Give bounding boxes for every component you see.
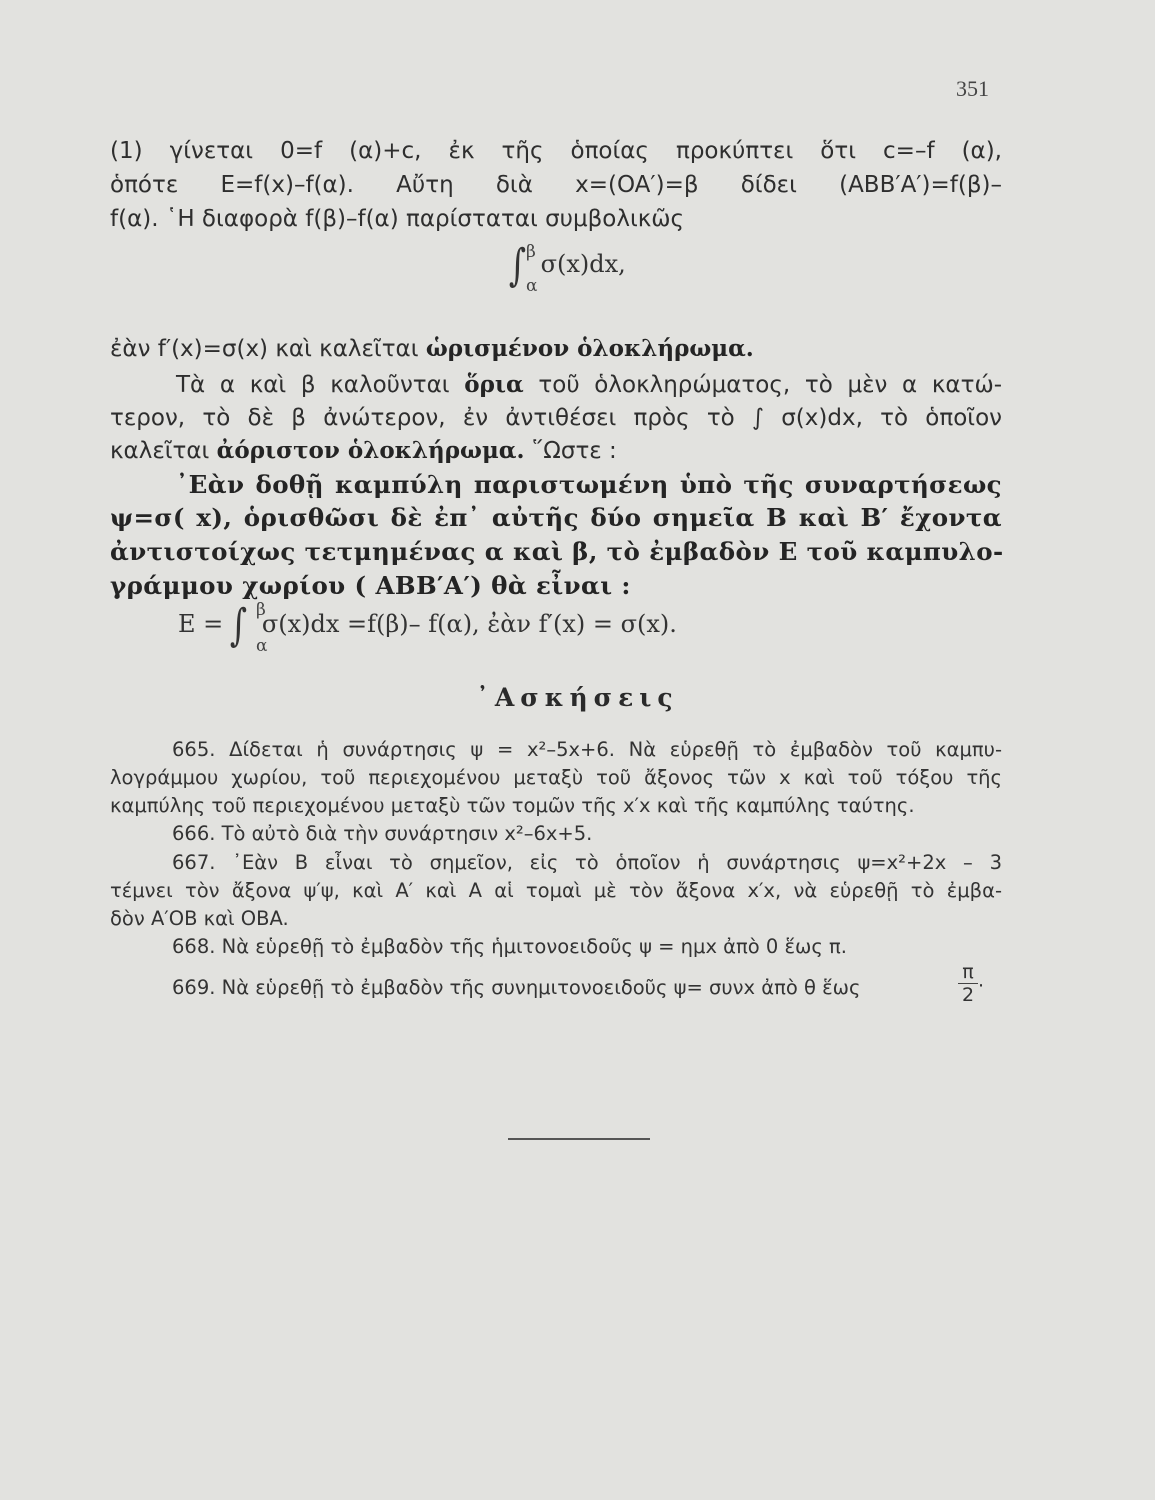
paragraph2-text: τοῦ ὁλοκληρώματος, τὸ μὲν α κατώ- — [523, 372, 1002, 398]
fraction-denominator: 2 — [961, 984, 975, 1006]
term-limits: ὅρια — [464, 371, 524, 398]
theorem-line3: ἀντιστοίχως τετμημένας α καὶ β, τὸ ἐμβαδὸν E τοῦ καμπυλο- — [110, 537, 1004, 566]
exercise-669-fraction — [958, 962, 978, 1005]
page-number: 351 — [956, 76, 989, 101]
paragraph2-line2: τερον, τὸ δὲ β ἀνώτερον, ἐν ἀντιθέσει πρὸς τὸ ∫ σ(x)dx, τὸ ὁποῖον — [110, 405, 1002, 431]
theorem-line4: γράμμου χωρίου ( ABB′A′) θὰ εἶναι : — [110, 571, 631, 600]
exercise-667-line1: 667. ᾿Εὰν B εἶναι τὸ σημεῖον, εἰς τὸ ὁποῖον ἡ συνάρτησις ψ=x²+2x – 3 — [172, 851, 1002, 874]
exercise-665-line3: καμπύλης τοῦ περιεχομένου μεταξὺ τῶν τομῶν τῆς x′x καὶ τῆς καμπύλης ταύτης. — [110, 794, 915, 817]
area-symbol: E = — [178, 610, 224, 638]
theorem-line1: ᾿Εὰν δοθῇ καμπύλη παριστωμένη ὑπὸ τῆς συναρτήσεως — [176, 470, 1002, 499]
paragraph2-text: ῞Ωστε : — [524, 438, 617, 464]
integral-sign: ∫ — [230, 600, 248, 651]
integral-body: σ(x)dx, — [540, 250, 626, 278]
area-formula-body: σ(x)dx =f(β)– f(α), ἐὰν f′(x) = σ(x). — [261, 610, 677, 638]
definition-prefix: ἐὰν f′(x)=σ(x) καὶ καλεῖται — [110, 336, 426, 362]
area-formula — [178, 600, 677, 656]
fraction-numerator: π — [962, 961, 974, 983]
paragraph1-line3: f(α). ῾Η διαφορὰ f(β)–f(α) παρίσταται συμβολικῶς — [110, 206, 685, 232]
exercises-heading: ᾿Ασκήσεις — [476, 683, 679, 712]
exercise-665-line1: 665. Δίδεται ἡ συνάρτησις ψ = x²–5x+6. Νὰ εὑρεθῇ τὸ ἐμβαδὸν τοῦ καμπυ- — [172, 738, 1002, 761]
integral-sign: ∫ — [508, 240, 527, 291]
paragraph2-line3 — [110, 436, 1002, 466]
integral-lower-limit: α — [256, 636, 268, 656]
exercise-667-line2: τέμνει τὸν ἄξονα ψ′ψ, καὶ A′ καὶ A αἱ τομαὶ μὲ τὸν ἄξονα x′x, νὰ εὑρεθῇ τὸ ἐμβα- — [110, 879, 1002, 902]
integral-upper-limit: β — [256, 600, 266, 620]
integral-upper-limit: β — [526, 242, 536, 262]
exercise-669 — [172, 975, 1046, 1001]
paragraph2-text: καλεῖται — [110, 438, 217, 464]
exercise-665-line2: λογράμμου χωρίου, τοῦ περιεχομένου μεταξὺ τοῦ ἄξονος τῶν x καὶ τοῦ τόξου τῆς — [110, 766, 1002, 789]
paragraph2-text: Τὰ α καὶ β καλοῦνται — [176, 372, 465, 398]
paragraph1-line1: (1) γίνεται 0=f (α)+c, ἐκ τῆς ὁποίας προκύπτει ὅτι c=–f (α), — [110, 138, 1002, 164]
exercise-667-line3: δὸν A′OB καὶ OBA. — [110, 907, 289, 930]
theorem-line2: ψ=σ( x), ὁρισθῶσι δὲ ἐπ᾿ αὐτῆς δύο σημεῖα B καὶ B′ ἔχοντα — [110, 503, 1002, 532]
end-rule — [508, 1138, 650, 1140]
exercise-668: 668. Νὰ εὑρεθῇ τὸ ἐμβαδὸν τῆς ἡμιτονοειδοῦς ψ = ημx ἀπὸ 0 ἕως π. — [172, 935, 847, 958]
exercise-666: 666. Τὸ αὐτὸ διὰ τὴν συνάρτησιν x²–6x+5. — [172, 822, 593, 845]
paragraph2-line1 — [176, 370, 1002, 400]
term-definite-integral: ὡρισμένον ὁλοκλήρωμα. — [425, 335, 754, 362]
exercise-669-end-mark: · — [978, 975, 985, 997]
paragraph1-line2: ὁπότε E=f(x)–f(α). Αὔτη διὰ x=(OA′)=β δίδει (ABB′A′)=f(β)– — [110, 172, 1002, 198]
integral-lower-limit: α — [526, 276, 538, 296]
definite-integral-definition — [110, 334, 1002, 364]
definite-integral — [506, 240, 626, 296]
exercise-669-text: 669. Νὰ εὑρεθῇ τὸ ἐμβαδὸν τῆς συνημιτονοειδοῦς ψ= συνx ἀπὸ θ ἕως — [172, 976, 861, 999]
term-indefinite-integral: ἀόριστον ὁλοκλήρωμα. — [216, 437, 525, 464]
